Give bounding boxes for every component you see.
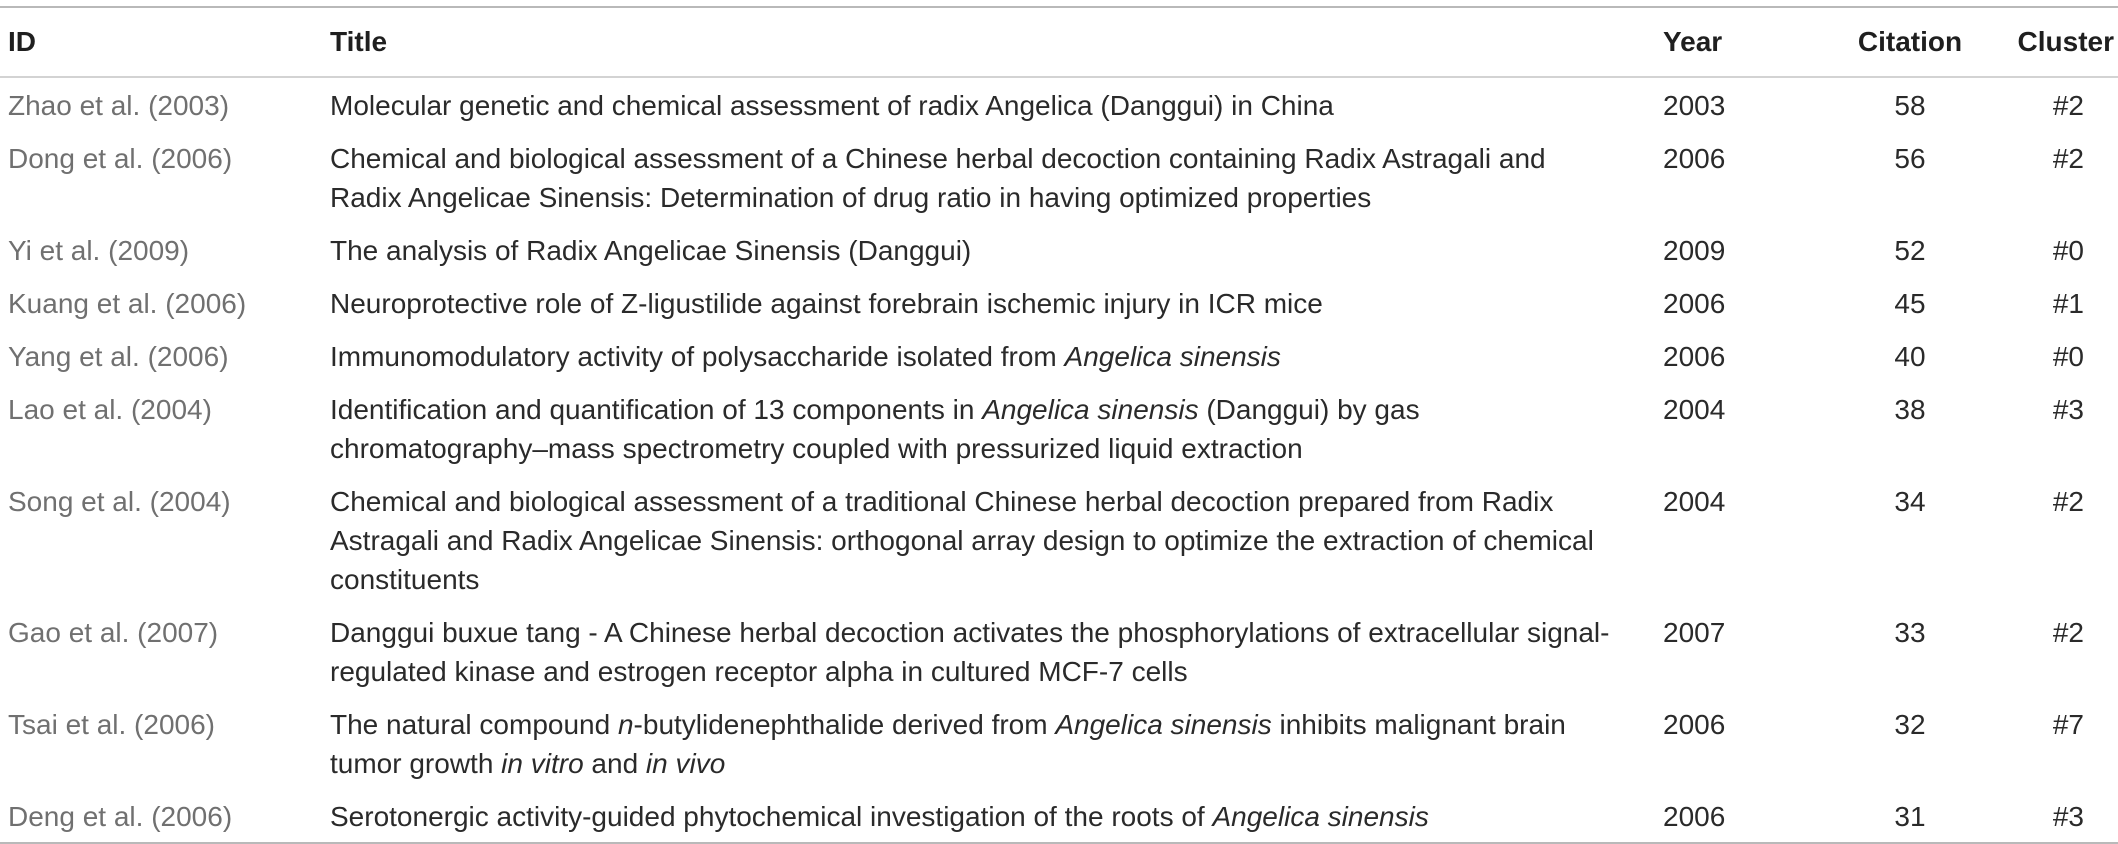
- title-segment: Immunomodulatory activity of polysaccharide isolated from: [330, 341, 1065, 372]
- cell-id: Yi et al. (2009): [8, 235, 190, 266]
- cell-citation: 58: [1894, 90, 1926, 121]
- cell-title: [330, 382, 1663, 474]
- cell-citation: 31: [1894, 801, 1926, 832]
- cell-id: Zhao et al. (2003): [8, 90, 230, 121]
- cell-cluster: #3: [2052, 394, 2084, 425]
- cell-year: 2007: [1663, 617, 1726, 648]
- cell-year: 2004: [1663, 486, 1726, 517]
- cell-year: 2006: [1663, 709, 1726, 740]
- header-title: Title: [330, 26, 388, 57]
- cell-cluster: #7: [2052, 709, 2084, 740]
- cell-cluster: #0: [2052, 341, 2084, 372]
- cell-id: Yang et al. (2006): [8, 341, 229, 372]
- title-segment: -butylidenephthalide derived from: [633, 709, 1056, 740]
- cell-year: 2006: [1663, 143, 1726, 174]
- header-citation: Citation: [1857, 26, 1963, 57]
- title-italic-segment: in vitro: [501, 748, 584, 779]
- table-header: [0, 7, 2118, 77]
- cell-citation: 33: [1894, 617, 1926, 648]
- table-row: [0, 276, 2118, 329]
- cell-id: Kuang et al. (2006): [8, 288, 247, 319]
- header-cluster: Cluster: [2017, 26, 2114, 57]
- cell-title: [330, 474, 1663, 605]
- title-segment: and: [583, 748, 646, 779]
- citation-table: [0, 6, 2118, 844]
- cell-year: 2006: [1663, 341, 1726, 372]
- cell-cluster: #3: [2052, 801, 2084, 832]
- title-segment: Danggui buxue tang - A Chinese herbal decoction activates the phosphorylations of extracellular signal-regulated kinase and estrogen receptor alpha in cultured MCF-7 cells: [330, 617, 1610, 687]
- title-italic-segment: Angelica sinensis: [1212, 801, 1429, 832]
- cell-citation: 45: [1894, 288, 1926, 319]
- cell-id: Tsai et al. (2006): [8, 709, 215, 740]
- cell-citation: 34: [1894, 486, 1926, 517]
- title-segment: Molecular genetic and chemical assessment of radix Angelica (Danggui) in China: [330, 90, 1334, 121]
- cell-title: [330, 329, 1663, 382]
- cell-id: Song et al. (2004): [8, 486, 231, 517]
- table-row: [0, 382, 2118, 474]
- cell-year: 2006: [1663, 288, 1726, 319]
- cell-cluster: #2: [2052, 617, 2084, 648]
- cell-id: Deng et al. (2006): [8, 801, 233, 832]
- table-row: [0, 131, 2118, 223]
- cell-cluster: #1: [2052, 288, 2084, 319]
- table-row: [0, 329, 2118, 382]
- title-italic-segment: n: [617, 709, 634, 740]
- cell-title: [330, 697, 1663, 789]
- header-row: [0, 7, 2118, 77]
- cell-id: Gao et al. (2007): [8, 617, 219, 648]
- cell-citation: 40: [1894, 341, 1926, 372]
- cell-year: 2006: [1663, 801, 1726, 832]
- table-row: [0, 605, 2118, 697]
- header-id: ID: [8, 26, 36, 57]
- cell-year: 2009: [1663, 235, 1726, 266]
- table-row: [0, 77, 2118, 131]
- title-segment: (Danggui) by gas chromatography–mass spectrometry coupled with pressurized liquid extraction: [330, 394, 1420, 464]
- cell-cluster: #2: [2052, 90, 2084, 121]
- table-row: [0, 223, 2118, 276]
- cell-year: 2003: [1663, 90, 1726, 121]
- header-year: Year: [1663, 26, 1723, 57]
- cell-title: [330, 789, 1663, 843]
- title-segment: Identification and quantification of 13 components in: [330, 394, 983, 425]
- cell-title: [330, 131, 1663, 223]
- cell-year: 2004: [1663, 394, 1726, 425]
- cell-citation: 52: [1894, 235, 1926, 266]
- cell-id: Dong et al. (2006): [8, 143, 233, 174]
- table-row: [0, 789, 2118, 843]
- citation-table-container: [0, 6, 2118, 844]
- title-italic-segment: Angelica sinensis: [1064, 341, 1281, 372]
- cell-cluster: #0: [2052, 235, 2084, 266]
- cell-title: [330, 77, 1663, 131]
- table-row: [0, 697, 2118, 789]
- cell-citation: 32: [1894, 709, 1926, 740]
- title-italic-segment: Angelica sinensis: [1055, 709, 1272, 740]
- title-segment: Neuroprotective role of Z-ligustilide against forebrain ischemic injury in ICR mice: [330, 288, 1323, 319]
- title-segment: Chemical and biological assessment of a Chinese herbal decoction containing Radix Astragali and Radix Angelicae Sinensis: Determination of drug ratio in having optimized properties: [330, 143, 1546, 213]
- title-segment: inhibits malignant brain tumor growth: [330, 709, 1566, 779]
- cell-title: [330, 223, 1663, 276]
- cell-id: Lao et al. (2004): [8, 394, 212, 425]
- cell-cluster: #2: [2052, 143, 2084, 174]
- title-italic-segment: Angelica sinensis: [982, 394, 1199, 425]
- table-body: [0, 77, 2118, 843]
- cell-title: [330, 276, 1663, 329]
- title-italic-segment: in vivo: [645, 748, 726, 779]
- cell-title: [330, 605, 1663, 697]
- table-row: [0, 474, 2118, 605]
- title-segment: The analysis of Radix Angelicae Sinensis (Danggui): [330, 235, 972, 266]
- title-segment: Serotonergic activity-guided phytochemical investigation of the roots of: [330, 801, 1213, 832]
- title-segment: Chemical and biological assessment of a traditional Chinese herbal decoction prepared from Radix Astragali and Radix Angelicae Sinensis: orthogonal array design to optimize the extraction of chemical constituents: [330, 486, 1594, 595]
- cell-citation: 38: [1894, 394, 1926, 425]
- cell-citation: 56: [1894, 143, 1926, 174]
- title-segment: The natural compound: [330, 709, 618, 740]
- cell-cluster: #2: [2052, 486, 2084, 517]
